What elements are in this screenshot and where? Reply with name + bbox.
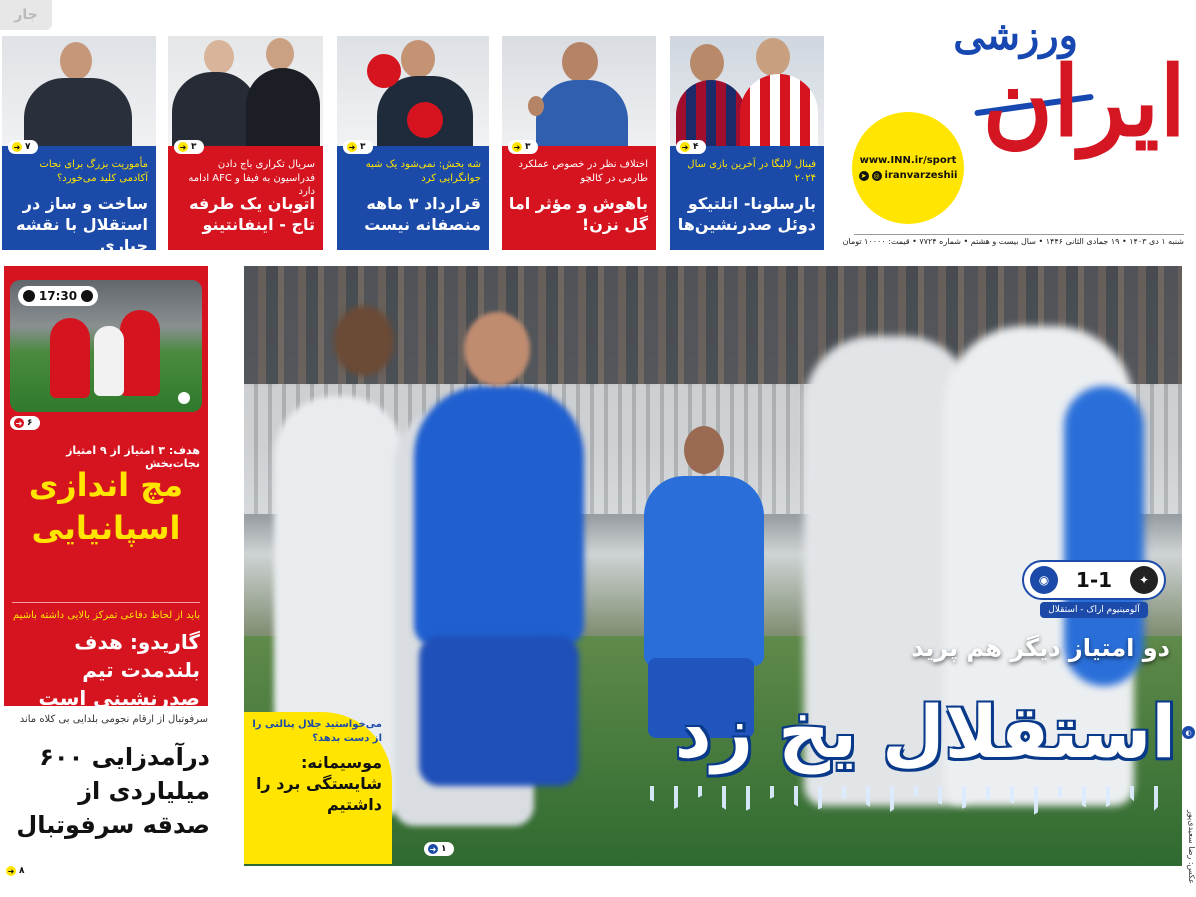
bubble-headline: موسیمانه: شایستگی برد را داشتیم xyxy=(255,753,382,814)
bubble-subhead: می‌خواستید جلال پنالتی را از دست بدهد؟ xyxy=(252,719,382,744)
page-ref: ➜ ۳ xyxy=(343,140,373,154)
arrow-right-icon: ➜ xyxy=(681,142,689,152)
main-kicker: دو امتیاز دیگر هم پرید xyxy=(911,634,1170,662)
aluminium-crest-icon: ✦ xyxy=(1130,566,1158,594)
kickoff-time: 17:30 xyxy=(18,286,98,306)
main-headline[interactable]: استقلال یخ زد xyxy=(674,690,1176,774)
player-blue-focused xyxy=(644,476,764,666)
teaser-5[interactable] xyxy=(2,36,156,255)
left-red-subhead-2: باید از لحاظ دفاعی تمرکز بالایی داشته باشیم xyxy=(13,610,200,621)
divider xyxy=(12,602,200,603)
score-badge xyxy=(1022,560,1166,600)
website-link[interactable]: www.INN.ir/sport xyxy=(859,155,957,166)
arrow-right-icon: ➜ xyxy=(7,866,15,876)
teaser-headline: باهوش و مؤثر اما گل نزن! xyxy=(508,194,648,234)
page-ref: ➜ ۱ xyxy=(424,842,454,856)
player-white xyxy=(94,326,124,396)
team-crest-icon xyxy=(81,290,93,302)
logo-small-text: ورزشی xyxy=(953,12,1078,59)
photo-credit: عکس: رضا سعیدی‌پور xyxy=(1187,810,1196,884)
player-blue xyxy=(414,386,584,646)
quote-bubble[interactable] xyxy=(244,712,392,864)
social-handle-text: iranvarzeshii xyxy=(884,170,958,181)
logo-main-text: ایران xyxy=(982,45,1186,158)
teaser-photo xyxy=(670,36,824,146)
teaser-subhead: مأموریت بزرگ برای نجات آکادمی کلید می‌خورد؟ xyxy=(39,159,148,184)
score: 1-1 xyxy=(1075,568,1113,592)
teaser-subhead: سریال تکراری باج دادن فدراسیون به فیفا و AFC ادامه دارد xyxy=(188,159,315,197)
teaser-headline: ساخت و ساز در استقلال با نقشه جباری xyxy=(16,194,148,255)
player-head xyxy=(334,306,394,376)
page-ref: ➜ ۴ xyxy=(676,140,706,154)
match-photo xyxy=(10,280,202,412)
teaser-headline: اتوبان یک طرفه تاج - اینفانتینو xyxy=(189,194,315,234)
left-bottom-subhead: سرفوتبال از ارقام نجومی بلدایی بی کلاه ماند xyxy=(19,714,208,725)
score-label: آلومینیوم اراک - استقلال xyxy=(1040,602,1148,618)
teaser-2[interactable] xyxy=(502,36,656,250)
teaser-4[interactable] xyxy=(168,36,323,250)
teaser-photo xyxy=(502,36,656,146)
left-red-box[interactable] xyxy=(4,266,208,710)
contact-badge xyxy=(852,112,964,224)
left-bottom-headline[interactable]: درآمدزایی ۶۰۰ میلیاردی از صدقه سرفوتبال xyxy=(16,743,210,840)
teaser-3[interactable] xyxy=(337,36,489,250)
teaser-1[interactable] xyxy=(670,36,824,250)
camera-icon: ◐ xyxy=(1182,726,1195,739)
teaser-photo xyxy=(168,36,323,146)
teaser-photo xyxy=(337,36,489,146)
teaser-subhead: فینال لالیگا در آخرین بازی سال ۲۰۲۴ xyxy=(687,159,816,184)
player-head-focused xyxy=(684,426,724,474)
page-ref: ➜ ۳ xyxy=(508,140,538,154)
left-red-headline-2: گاریدو: هدف بلندمدت تیم صدرنشینی است xyxy=(38,630,200,710)
teaser-photo xyxy=(2,36,156,146)
player-red xyxy=(120,310,160,396)
player-head xyxy=(464,312,530,386)
teaser-headline: بارسلونا- اتلتیکو دوئل صدرنشین‌ها xyxy=(677,194,816,234)
arrow-right-icon: ➜ xyxy=(179,142,187,152)
arrow-right-icon: ➜ xyxy=(13,142,21,152)
social-handle[interactable] xyxy=(859,170,958,181)
page-ref: ➜ ۸ xyxy=(4,864,34,878)
newspaper-logo[interactable] xyxy=(936,6,1190,232)
arrow-right-icon: ➜ xyxy=(348,142,356,152)
ball-icon xyxy=(178,392,190,404)
player-red xyxy=(50,318,90,398)
esteghlal-crest-icon: ◉ xyxy=(1030,566,1058,594)
arrow-right-icon: ➜ xyxy=(429,844,437,854)
telegram-icon: ➤ xyxy=(859,171,869,181)
page-ref: ➜ ۳ xyxy=(174,140,204,154)
teaser-subhead: شه بخش: نمی‌شود یک شبه جوانگرایی کرد xyxy=(365,159,481,184)
page-ref: ➜ ۷ xyxy=(8,140,38,154)
arrow-right-icon: ➜ xyxy=(15,418,23,428)
teaser-subhead: اختلاف نظر در خصوص عملکرد طارمی در کالچو xyxy=(518,159,648,184)
teaser-headline: قرارداد ۳ ماهه منصفانه نیست xyxy=(364,194,481,234)
arrow-right-icon: ➜ xyxy=(513,142,521,152)
team-crest-icon xyxy=(23,290,35,302)
player-shorts xyxy=(419,636,579,786)
dateline: شنبه ۱ دی ۱۴۰۳ • ۱۹ جمادی الثانی ۱۴۴۶ • سال بیست و هشتم • شماره ۷۷۲۴ • قیمت: ۱۰۰۰۰ تومان xyxy=(854,234,1184,248)
page-ref: ➜ ۶ xyxy=(10,416,40,430)
left-red-subhead: هدف: ۳ امتیاز از ۹ امتیاز نجات‌بخش xyxy=(66,444,200,470)
watermark: جار xyxy=(0,0,52,30)
left-red-headline: مچ اندازی اسپانیایی xyxy=(28,466,184,548)
instagram-icon: ◎ xyxy=(873,171,880,180)
